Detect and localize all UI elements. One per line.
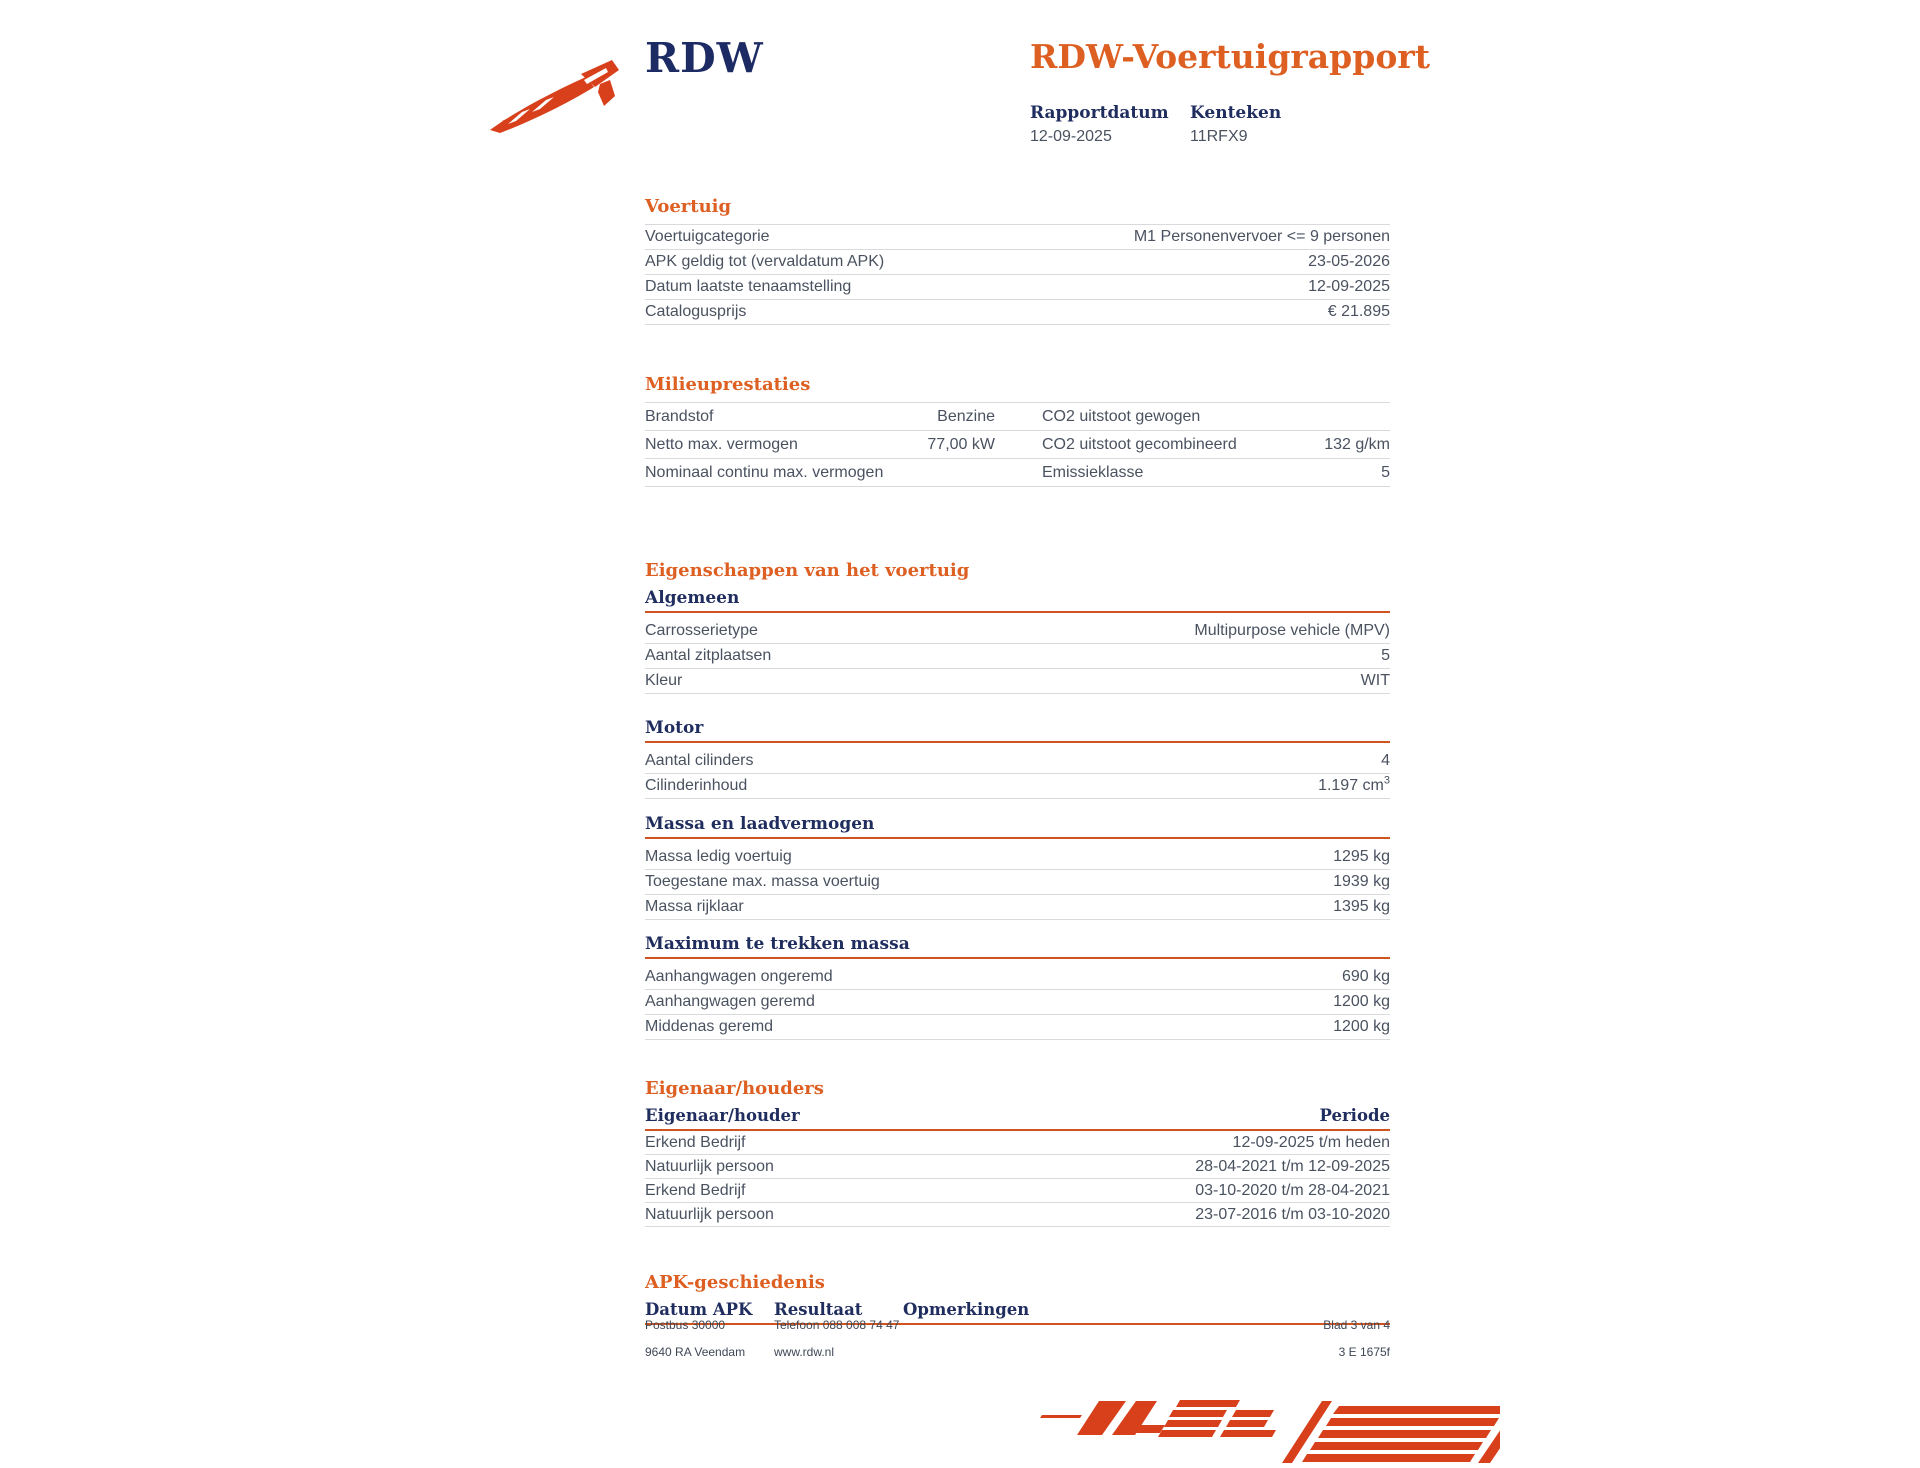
row-label: Aanhangwagen geremd <box>645 993 815 1010</box>
report-date-block <box>1030 103 1190 146</box>
table-row <box>645 275 1390 300</box>
footer-address-2: 9640 RA Veendam <box>645 1345 746 1359</box>
row-value: Benzine <box>937 407 995 425</box>
milieu-table <box>645 402 1390 487</box>
row-label: Aantal zitplaatsen <box>645 647 772 664</box>
table-row <box>645 870 1390 895</box>
report-meta <box>1030 103 1450 146</box>
row-label: Catalogusprijs <box>645 303 747 320</box>
table-row <box>645 1131 1390 1155</box>
page-title: RDW-Voertuigrapport <box>1030 37 1430 76</box>
footer-line <box>645 1318 1390 1345</box>
footer-page-number: Blad 3 van 4 <box>1323 1318 1390 1332</box>
report-header <box>1030 37 1450 146</box>
row-label: Massa ledig voertuig <box>645 848 792 865</box>
footer-address-1: Postbus 30000 <box>645 1318 726 1332</box>
row-value: 1200 kg <box>1333 1018 1390 1035</box>
subsection-title-algemeen: Algemeen <box>645 588 1390 613</box>
footer-doc-code: 3 E 1675f <box>1338 1345 1390 1359</box>
license-plate-block <box>1190 103 1281 146</box>
table-row <box>645 895 1390 920</box>
row-label: Aantal cilinders <box>645 752 754 769</box>
row-value: 1295 kg <box>1333 848 1390 865</box>
report-date-label: Rapportdatum <box>1030 103 1169 123</box>
table-row <box>645 619 1390 644</box>
row-label: Emissieklasse <box>1042 463 1144 481</box>
section-title-eigenaar: Eigenaar/houders <box>645 1078 824 1099</box>
row-label: Toegestane max. massa voertuig <box>645 873 880 890</box>
section-title-eigenschappen: Eigenschappen van het voertuig <box>645 560 970 581</box>
row-value: M1 Personenvervoer <= 9 personen <box>1133 228 1390 245</box>
row-label: Brandstof <box>645 407 714 425</box>
table-row <box>645 1015 1390 1040</box>
section-title-voertuig: Voertuig <box>645 196 732 217</box>
row-label: Massa rijklaar <box>645 898 744 915</box>
owner-value: Natuurlijk persoon <box>645 1205 774 1223</box>
row-label: CO2 uitstoot gecombineerd <box>1042 435 1237 453</box>
table-row <box>645 845 1390 870</box>
row-label: Netto max. vermogen <box>645 435 798 453</box>
period-value: 28-04-2021 t/m 12-09-2025 <box>1195 1157 1390 1175</box>
row-value: 5 <box>1381 647 1390 664</box>
table-row <box>645 403 1390 431</box>
row-label: Datum laatste tenaamstelling <box>645 278 852 295</box>
rdw-logo-wordmark: RDW <box>645 34 764 82</box>
table-row <box>645 749 1390 774</box>
table-row <box>645 644 1390 669</box>
row-label: Aanhangwagen ongeremd <box>645 968 833 985</box>
algemeen-table <box>645 619 1390 694</box>
footer-phone: Telefoon 088 008 74 47 <box>774 1318 900 1332</box>
row-value: 5 <box>1381 463 1390 481</box>
table-row <box>645 1203 1390 1227</box>
eigenaar-table-header <box>645 1106 1390 1131</box>
table-row <box>645 225 1390 250</box>
table-row <box>645 1179 1390 1203</box>
owner-value: Erkend Bedrijf <box>645 1181 746 1199</box>
owner-value: Natuurlijk persoon <box>645 1157 774 1175</box>
period-value: 12-09-2025 t/m heden <box>1232 1133 1390 1151</box>
column-header-opmerkingen: Opmerkingen <box>903 1300 1030 1319</box>
motor-table <box>645 749 1390 799</box>
row-value: 12-09-2025 <box>1308 278 1390 295</box>
rdw-stripes-graphic <box>1040 1393 1500 1463</box>
row-label: Cilinderinhoud <box>645 777 748 794</box>
section-title-milieuprestaties: Milieuprestaties <box>645 374 811 395</box>
table-row <box>645 431 1390 459</box>
table-row <box>645 1155 1390 1179</box>
row-value: 4 <box>1381 752 1390 769</box>
table-row <box>645 669 1390 694</box>
table-row <box>645 250 1390 275</box>
table-row <box>645 774 1390 799</box>
owner-value: Erkend Bedrijf <box>645 1133 746 1151</box>
subsection-title-trekken-massa: Maximum te trekken massa <box>645 934 1390 959</box>
section-title-apk: APK-geschiedenis <box>645 1272 825 1293</box>
row-value: € 21.895 <box>1327 303 1390 320</box>
table-row <box>645 300 1390 325</box>
rdw-feather-icon <box>488 58 638 133</box>
row-value: 1395 kg <box>1333 898 1390 915</box>
report-body <box>645 196 1390 1325</box>
table-row <box>645 990 1390 1015</box>
row-value: WIT <box>1360 672 1390 689</box>
page-footer <box>645 1318 1390 1372</box>
column-header-resultaat: Resultaat <box>774 1300 863 1319</box>
row-value: 690 kg <box>1341 968 1390 985</box>
trekken-massa-table <box>645 965 1390 1040</box>
row-label: Carrosserietype <box>645 622 758 639</box>
subsection-title-massa: Massa en laadvermogen <box>645 814 1390 839</box>
row-label: Middenas geremd <box>645 1018 774 1035</box>
row-label: APK geldig tot (vervaldatum APK) <box>645 253 885 270</box>
row-label: Kleur <box>645 672 683 689</box>
report-date-value: 12-09-2025 <box>1030 128 1112 145</box>
row-label: Nominaal continu max. vermogen <box>645 463 884 481</box>
footer-line <box>645 1345 1390 1372</box>
row-value: 1.197 $cm^3$ <box>1318 774 1390 794</box>
row-value: Multipurpose vehicle (MPV) <box>1194 622 1390 639</box>
row-label: CO2 uitstoot gewogen <box>1042 407 1201 425</box>
row-label: Voertuigcategorie <box>645 228 770 245</box>
row-value: 1200 kg <box>1333 993 1390 1010</box>
eigenaar-table <box>645 1131 1390 1227</box>
row-value: 1939 kg <box>1333 873 1390 890</box>
table-row <box>645 965 1390 990</box>
column-header-owner: Eigenaar/houder <box>645 1106 800 1125</box>
license-plate-label: Kenteken <box>1190 103 1282 123</box>
table-row <box>645 459 1390 487</box>
voertuig-table <box>645 224 1390 325</box>
footer-website: www.rdw.nl <box>774 1345 835 1359</box>
massa-table <box>645 845 1390 920</box>
period-value: 03-10-2020 t/m 28-04-2021 <box>1195 1181 1390 1199</box>
row-value: 132 g/km <box>1324 435 1390 453</box>
column-header-datum-apk: Datum APK <box>645 1300 753 1319</box>
column-header-period: Periode <box>1319 1106 1390 1125</box>
subsection-title-motor: Motor <box>645 718 1390 743</box>
license-plate-value: 11RFX9 <box>1190 128 1248 145</box>
row-value: 77,00 kW <box>927 435 995 453</box>
row-value: 23-05-2026 <box>1308 253 1390 270</box>
period-value: 23-07-2016 t/m 03-10-2020 <box>1195 1205 1390 1223</box>
